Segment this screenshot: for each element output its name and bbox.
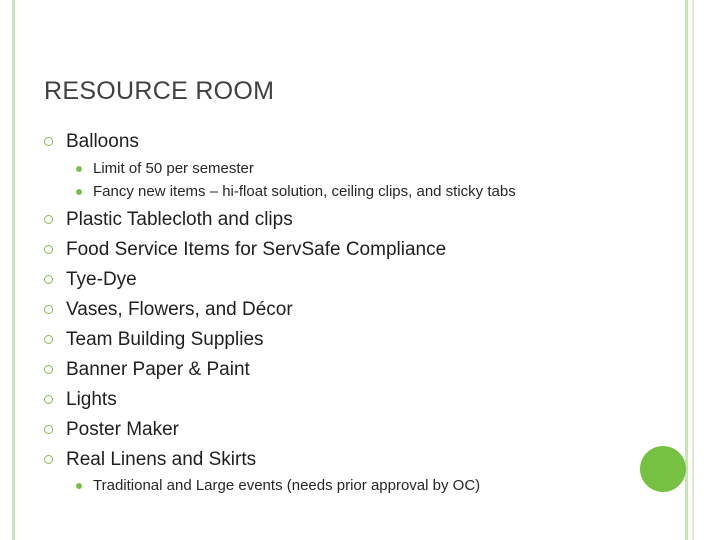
bullet-text: Lights (66, 389, 117, 410)
hollow-bullet-icon (44, 305, 53, 314)
filled-bullet-icon (76, 189, 82, 195)
hollow-bullet-icon (44, 275, 53, 284)
hollow-bullet-icon (44, 395, 53, 404)
bullet-text: Banner Paper & Paint (66, 359, 250, 380)
bullet-text: Fancy new items – hi-float solution, ceiling clips, and sticky tabs (93, 183, 516, 200)
slide-title: RESOURCE ROOM (44, 77, 275, 105)
bullet-text: Limit of 50 per semester (93, 160, 254, 177)
hollow-bullet-icon (44, 137, 53, 146)
bullet-text: Food Service Items for ServSafe Compliance (66, 239, 447, 260)
hollow-bullet-icon (44, 215, 53, 224)
hollow-bullet-icon (44, 365, 53, 374)
bullet-text: Traditional and Large events (needs prior approval by OC) (93, 477, 481, 494)
bullet-text: Poster Maker (66, 419, 179, 440)
filled-bullet-icon (76, 483, 82, 489)
left-frame-line (12, 0, 15, 540)
bullet-text: Balloons (66, 131, 139, 152)
right-frame-inner-line (692, 0, 694, 540)
filled-bullet-icon (76, 166, 82, 172)
bullet-text: Vases, Flowers, and Décor (66, 299, 293, 320)
bullet-text: Tye-Dye (66, 269, 137, 290)
bullet-text: Team Building Supplies (66, 329, 264, 350)
hollow-bullet-icon (44, 425, 53, 434)
hollow-bullet-icon (44, 245, 53, 254)
hollow-bullet-icon (44, 455, 53, 464)
bullet-text: Plastic Tablecloth and clips (66, 209, 293, 230)
bullet-text: Real Linens and Skirts (66, 449, 257, 470)
right-frame-line (685, 0, 688, 540)
decorative-green-circle (640, 446, 686, 492)
hollow-bullet-icon (44, 335, 53, 344)
